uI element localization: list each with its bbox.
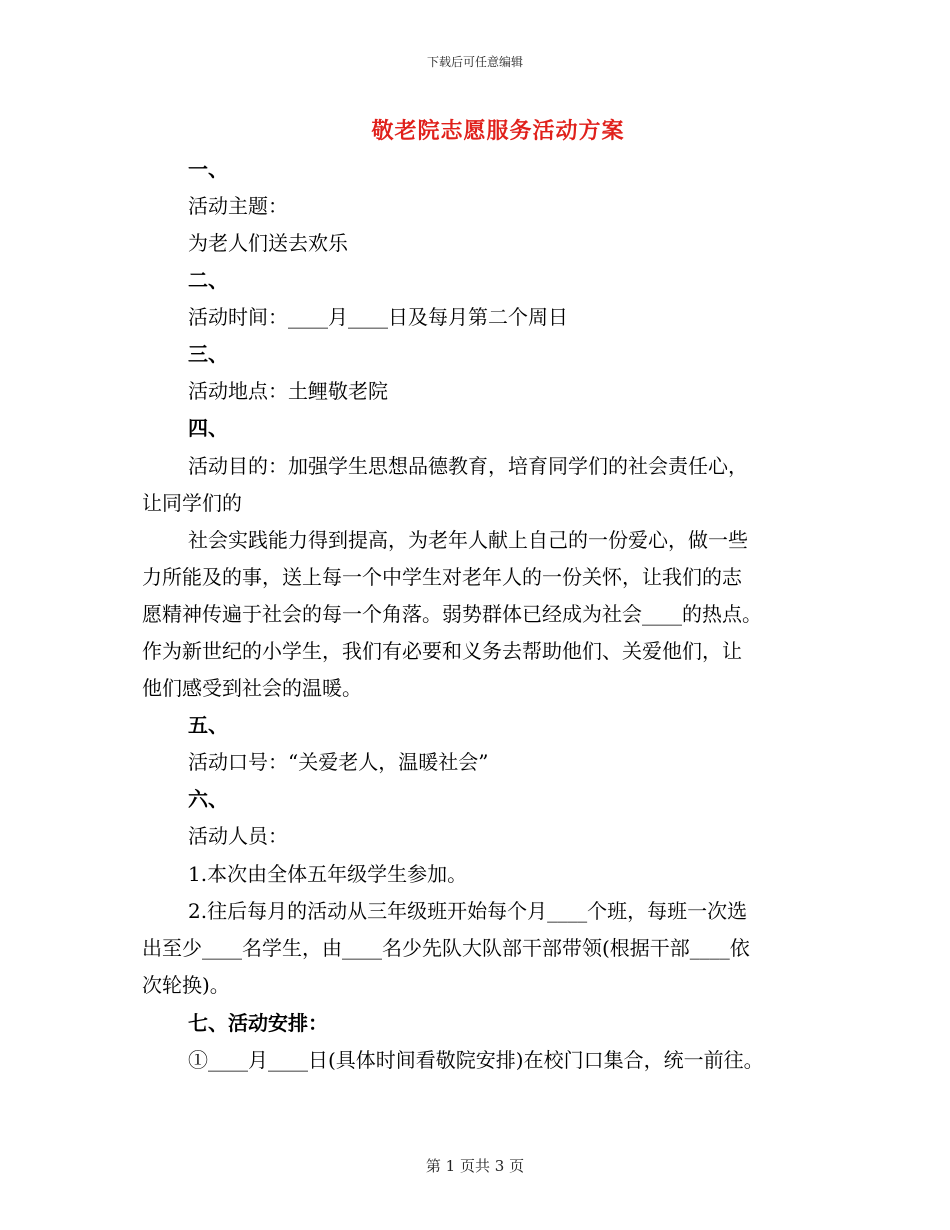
paragraph-line-3: 愿精神传遍于社会的每一个角落。弱势群体已经成为社会____的热点。 — [142, 602, 762, 626]
activity-time: 活动时间：____月____日及每月第二个周日 — [188, 305, 568, 329]
section-heading-4: 四、 — [188, 416, 228, 440]
activity-purpose-line-2: 让同学们的 — [142, 491, 242, 515]
activity-purpose-line-1: 活动目的：加强学生思想品德教育，培育同学们的社会责任心， — [188, 454, 748, 478]
section-heading-1: 一、 — [188, 157, 228, 181]
activity-theme-label: 活动主题： — [188, 194, 288, 218]
members-item-2-line-3: 次轮换)。 — [142, 973, 230, 997]
activity-slogan: 活动口号：“关爱老人，温暖社会” — [188, 750, 489, 774]
section-heading-5: 五、 — [188, 713, 228, 737]
activity-theme-value: 为老人们送去欢乐 — [188, 231, 348, 255]
paragraph-line-2: 力所能及的事，送上每一个中学生对老年人的一份关怀，让我们的志 — [142, 565, 742, 589]
paragraph-line-4: 作为新世纪的小学生，我们有必要和义务去帮助他们、关爱他们，让 — [142, 639, 742, 663]
arrangement-item-1: ①____月____日(具体时间看敬院安排)在校门口集合，统一前往。 — [188, 1048, 764, 1072]
section-heading-2: 二、 — [188, 268, 228, 292]
paragraph-line-1: 社会实践能力得到提高，为老年人献上自己的一份爱心，做一些 — [188, 528, 748, 552]
members-item-2-line-1: 2.往后每月的活动从三年级班开始每个月____个班，每班一次选 — [188, 899, 748, 923]
paragraph-line-5: 他们感受到社会的温暖。 — [142, 676, 362, 700]
members-item-2-line-2: 出至少____名学生，由____名少先队大队部干部带领(根据干部____依 — [142, 936, 750, 960]
document-title: 敬老院志愿服务活动方案 — [371, 118, 625, 144]
activity-members-label: 活动人员： — [188, 824, 288, 848]
section-heading-6: 六、 — [188, 787, 228, 811]
section-heading-7: 七、活动安排： — [188, 1011, 328, 1035]
header-note: 下载后可任意编辑 — [426, 55, 523, 69]
section-heading-3: 三、 — [188, 342, 228, 366]
page-number: 第 1 页共 3 页 — [425, 1157, 525, 1175]
members-item-1: 1.本次由全体五年级学生参加。 — [188, 862, 468, 886]
activity-location: 活动地点：土鲤敬老院 — [188, 379, 388, 403]
